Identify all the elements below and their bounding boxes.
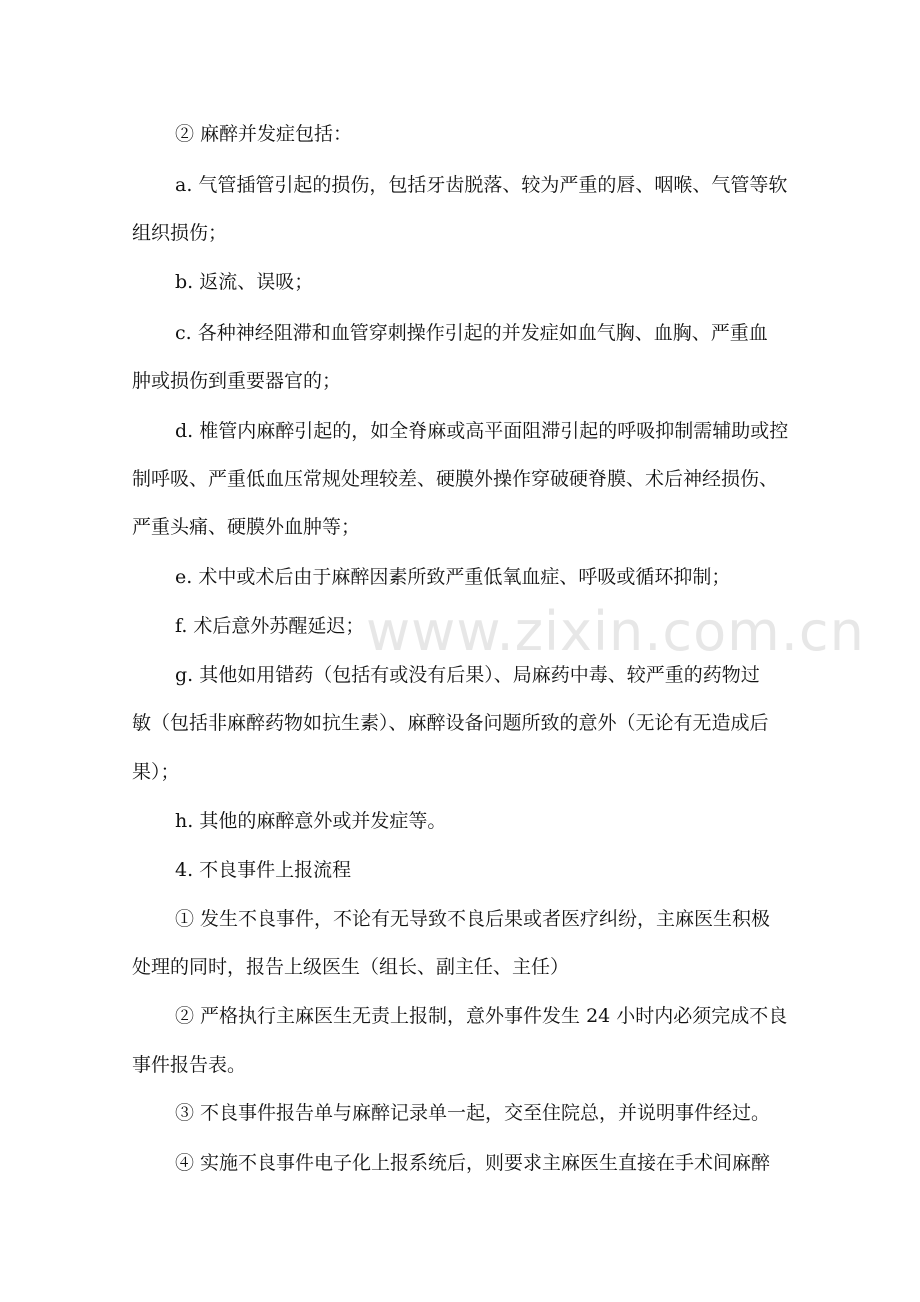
step-2-line-2: 事件报告表。: [132, 1054, 247, 1076]
item-a-line-1: a. 气管插管引起的损伤，包括牙齿脱落、较为严重的唇、咽喉、气管等软: [175, 174, 788, 196]
item-h: h. 其他的麻醉意外或并发症等。: [175, 810, 447, 832]
item-d-line-3: 严重头痛、硬膜外血肿等；: [132, 516, 361, 538]
watermark: www.zixin.com.cn: [366, 600, 865, 663]
item-g-line-1: g. 其他如用错药（包括有或没有后果）、局麻药中毒、较严重的药物过: [175, 664, 760, 686]
item-f: f. 术后意外苏醒延迟；: [175, 615, 365, 637]
item-g-line-3: 果）；: [132, 761, 180, 783]
section-4-heading: 4. 不良事件上报流程: [175, 859, 352, 881]
item-c-line-2: 肿或损伤到重要器官的；: [132, 370, 342, 392]
item-g-line-2: 敏（包括非麻醉药物如抗生素）、麻醉设备问题所致的意外（无论有无造成后: [132, 712, 769, 734]
item-a-line-2: 组织损伤；: [132, 222, 228, 244]
step-2-line-1: ② 严格执行主麻医生无责上报制，意外事件发生 24 小时内必须完成不良: [175, 1005, 788, 1027]
item-d-line-1: d. 椎管内麻醉引起的，如全脊麻或高平面阻滞引起的呼吸抑制需辅助或控: [175, 420, 789, 442]
step-1-line-1: ① 发生不良事件，不论有无导致不良后果或者医疗纠纷，主麻医生积极: [175, 908, 771, 930]
item-d-line-2: 制呼吸、严重低血压常规处理较差、硬膜外操作穿破硬脊膜、术后神经损伤、: [132, 468, 779, 490]
item-b: b. 返流、误吸；: [175, 271, 314, 293]
step-1-line-2: 处理的同时，报告上级医生（组长、副主任、主任）: [132, 956, 570, 978]
item-e: e. 术中或术后由于麻醉因素所致严重低氧血症、呼吸或循环抑制；: [175, 566, 731, 588]
step-4-line-1: ④ 实施不良事件电子化上报系统后，则要求主麻医生直接在手术间麻醉: [175, 1152, 771, 1174]
heading-anesthesia-complications: ② 麻醉并发症包括：: [175, 123, 353, 145]
item-c-line-1: c. 各种神经阻滞和血管穿刺操作引起的并发症如血气胸、血胸、严重血: [175, 322, 768, 344]
step-3: ③ 不良事件报告单与麻醉记录单一起，交至住院总，并说明事件经过。: [175, 1102, 771, 1124]
